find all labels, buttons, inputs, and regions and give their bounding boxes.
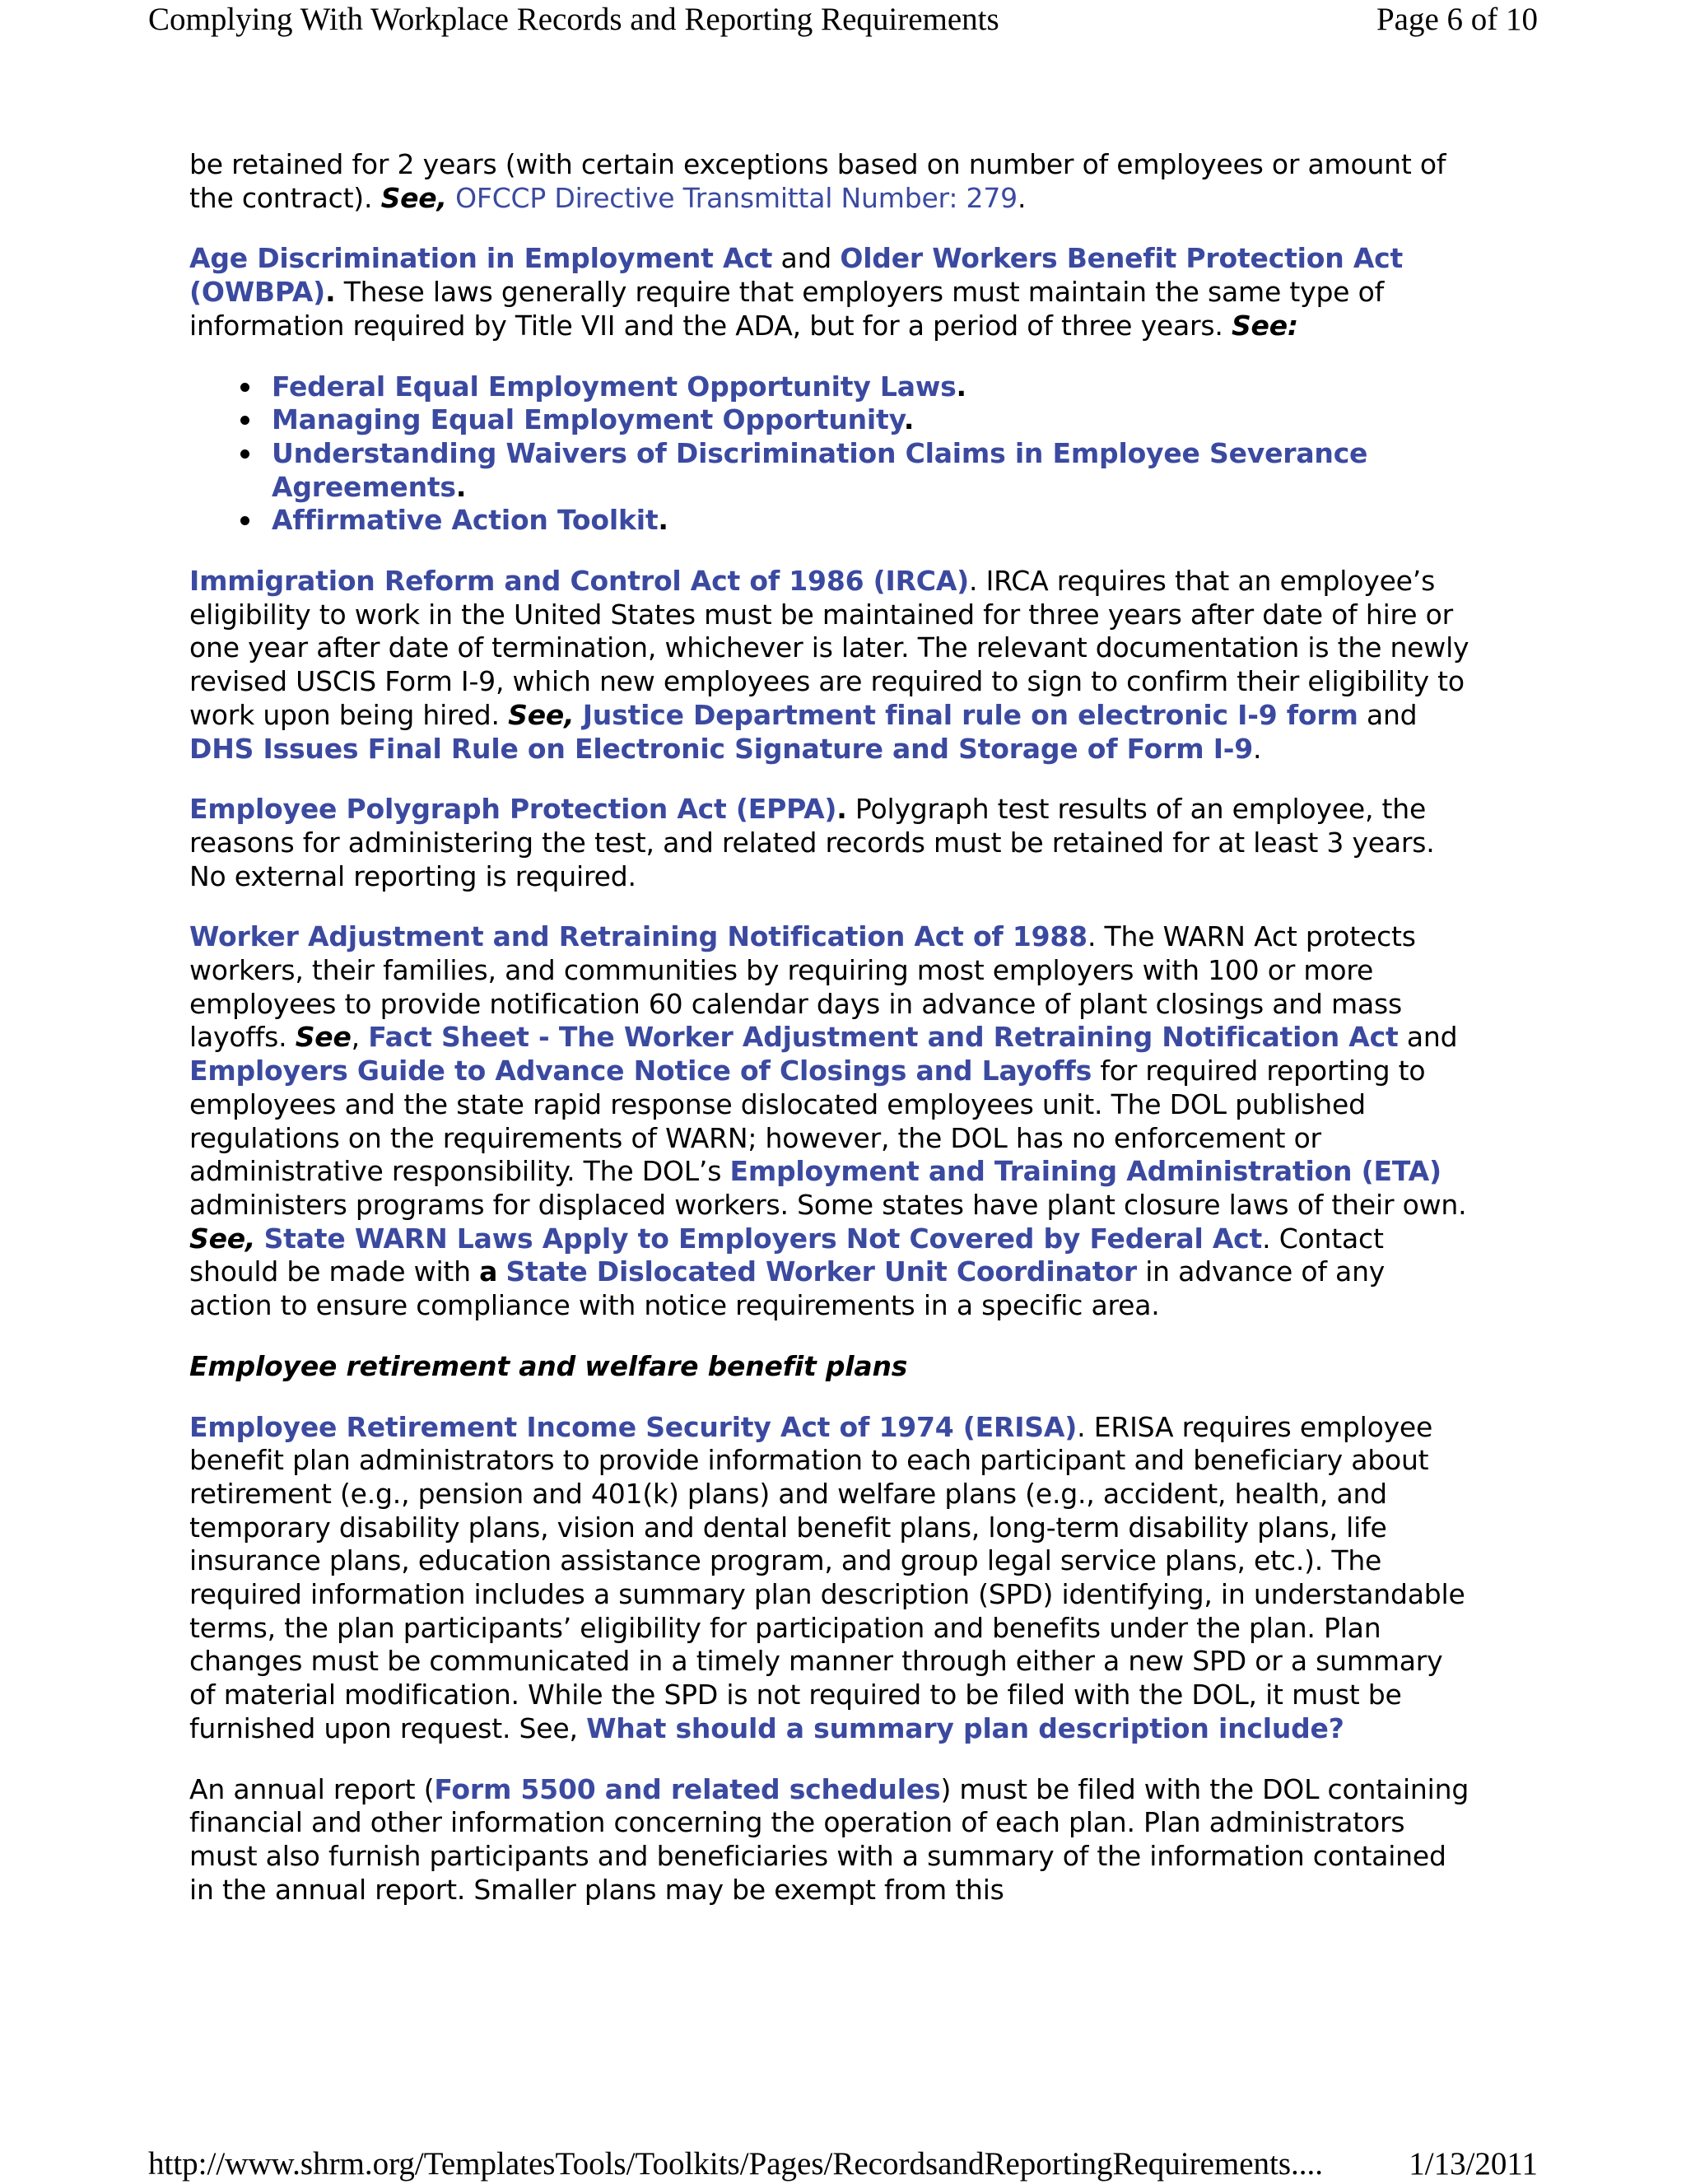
paragraph-text: . Contact should be made with xyxy=(189,1222,1384,1288)
see-label: See: xyxy=(1231,309,1298,342)
paragraph-text: . IRCA requires that an employee’s eligibility to work in the United States must be maintained for three years after date of hire or one year after date of termination, whichever is later. The relevant documentation is the newly revised USCIS Form I-9, which new employees are required to sign to confirm their eligibility to work upon being hired. xyxy=(189,565,1469,731)
bullet-icon xyxy=(240,416,249,425)
punctuation: . xyxy=(325,276,336,309)
link-ofccp-directive[interactable]: OFCCP Directive Transmittal Number: 279 xyxy=(455,181,1018,214)
list-item xyxy=(272,504,1474,538)
punctuation: . xyxy=(455,470,467,503)
connector-text: and xyxy=(1398,1021,1458,1054)
bullet-icon xyxy=(240,383,249,392)
see-label: See, xyxy=(380,181,447,214)
punctuation: . xyxy=(903,403,915,436)
paragraph-eppa xyxy=(189,793,1474,893)
paragraph-text: be retained for 2 years (with certain exceptions based on number of employees or amount of the contract). xyxy=(189,148,1446,214)
link-federal-eeo-laws[interactable]: Federal Equal Employment Opportunity Laws xyxy=(272,370,957,403)
paragraph-text: in advance of any action to ensure compliance with notice requirements in a specific area. xyxy=(189,1255,1386,1322)
page-number: Page 6 of 10 xyxy=(1376,2,1538,37)
link-warn-act[interactable]: Worker Adjustment and Retraining Notification Act of 1988 xyxy=(189,920,1088,953)
paragraph-text: These laws generally require that employers must maintain the same type of information required by Title VII and the ADA, but for a period of three years. xyxy=(189,276,1384,342)
link-justice-i9-rule[interactable]: Justice Department final rule on electronic I-9 form xyxy=(582,698,1358,731)
page-header-title: Complying With Workplace Records and Reporting Requirements xyxy=(148,2,999,37)
paragraph-text: . The WARN Act protects workers, their families, and communities by requiring most employers with 100 or more employees to provide notification 60 calendar days in advance of plant closings and mass layoffs. xyxy=(189,920,1416,1054)
link-irca[interactable]: Immigration Reform and Control Act of 1986 (IRCA) xyxy=(189,565,970,598)
page-footer-url: http://www.shrm.org/TemplatesTools/Toolkits/Pages/RecordsandReportingRequirements.... xyxy=(148,2146,1324,2182)
paragraph-text: administers programs for displaced workers. Some states have plant closure laws of their own. xyxy=(189,1188,1467,1221)
see-also-list xyxy=(189,370,1474,538)
see-label: See, xyxy=(508,698,575,731)
punctuation: , xyxy=(351,1021,369,1054)
paragraph-adea-owbpa xyxy=(189,242,1474,342)
paragraph-text: An annual report ( xyxy=(189,1772,435,1805)
punctuation: . xyxy=(836,793,847,826)
punctuation: . xyxy=(956,370,966,403)
section-heading: Employee retirement and welfare benefit plans xyxy=(189,1349,908,1382)
spacer-text xyxy=(497,1255,505,1288)
link-eta[interactable]: Employment and Training Administration (ETA) xyxy=(729,1155,1441,1188)
link-understanding-waivers[interactable]: Understanding Waivers of Discrimination Claims in Employee Severance Agreements xyxy=(272,436,1368,503)
link-owbpa[interactable]: Older Workers Benefit Protection Act (OWBPA) xyxy=(189,242,1404,309)
paragraph-erisa xyxy=(189,1411,1474,1746)
bullet-icon xyxy=(240,449,249,459)
bullet-icon xyxy=(240,516,249,525)
paragraph-text: ) must be filed with the DOL containing financial and other information concerning the operation of each plan. Plan administrators must also furnish participants and beneficiaries with a summary of the information contained in the annual report. Smaller plans may be exempt from this xyxy=(189,1772,1469,1906)
paragraph-annual-report xyxy=(189,1773,1474,1907)
paragraph-irca xyxy=(189,565,1474,766)
spacer-text xyxy=(574,699,582,731)
link-state-warn-laws[interactable]: State WARN Laws Apply to Employers Not Covered by Federal Act xyxy=(263,1222,1263,1255)
link-state-dislocated-worker[interactable]: State Dislocated Worker Unit Coordinator xyxy=(505,1255,1137,1288)
spacer-text xyxy=(255,1222,263,1255)
link-affirmative-action-toolkit[interactable]: Affirmative Action Toolkit xyxy=(272,504,659,537)
link-warn-fact-sheet[interactable]: Fact Sheet - The Worker Adjustment and Retraining Notification Act xyxy=(368,1021,1399,1054)
paragraph-text: . ERISA requires employee benefit plan administrators to provide information to each participant and beneficiary about retirement (e.g., pension and 401(k) plans) and welfare plans (e.g., accident, health, and temporary disability plans, vision and dental benefit plans, long-term disability plans, life insurance plans, education assistance program, and group legal service plans, etc.). The required information includes a summary plan description (SPD) identifying, in understandable terms, the plan participants’ eligibility for participation and benefits under the plan. Plan changes must be communicated in a timely manner through either a new SPD or a summary of material modification. While the SPD is not required to be filed with the DOL, it must be furnished upon request. See, xyxy=(189,1410,1465,1744)
list-item xyxy=(272,403,1474,437)
link-managing-eeo[interactable]: Managing Equal Employment Opportunity xyxy=(272,403,904,436)
link-erisa[interactable]: Employee Retirement Income Security Act of 1974 (ERISA) xyxy=(189,1410,1078,1443)
link-spd-include[interactable]: What should a summary plan description include? xyxy=(586,1711,1344,1744)
paragraph-text: for required reporting to employees and the state rapid response dislocated employees unit. The DOL published regulations on the requirements of WARN; however, the DOL has no enforcement or administrative responsibility. The DOL’s xyxy=(189,1055,1426,1188)
link-adea[interactable]: Age Discrimination in Employment Act xyxy=(189,242,773,275)
link-eppa[interactable]: Employee Polygraph Protection Act (EPPA) xyxy=(189,793,837,826)
paragraph-text: Polygraph test results of an employee, the reasons for administering the test, and related records must be retained for at least 3 years. No external reporting is required. xyxy=(189,793,1435,892)
punctuation: . xyxy=(658,504,668,537)
connector-text: and xyxy=(772,242,841,275)
page-footer-date: 1/13/2011 xyxy=(1409,2146,1538,2182)
list-item xyxy=(272,437,1474,504)
link-form-5500[interactable]: Form 5500 and related schedules xyxy=(434,1772,941,1805)
link-employers-guide[interactable]: Employers Guide to Advance Notice of Closings and Layoffs xyxy=(189,1055,1092,1087)
see-label: See xyxy=(295,1021,352,1054)
bold-text: a xyxy=(479,1255,498,1288)
link-dhs-i9-rule[interactable]: DHS Issues Final Rule on Electronic Signature and Storage of Form I-9 xyxy=(189,732,1254,765)
list-item xyxy=(272,370,1474,404)
punctuation: . xyxy=(1017,181,1027,214)
punctuation: . xyxy=(1253,732,1262,765)
paragraph-warn xyxy=(189,920,1474,1322)
paragraph-ofccp-retention xyxy=(189,148,1474,215)
document-body xyxy=(189,148,1474,1934)
see-label: See, xyxy=(189,1222,256,1255)
connector-text: and xyxy=(1358,698,1418,731)
